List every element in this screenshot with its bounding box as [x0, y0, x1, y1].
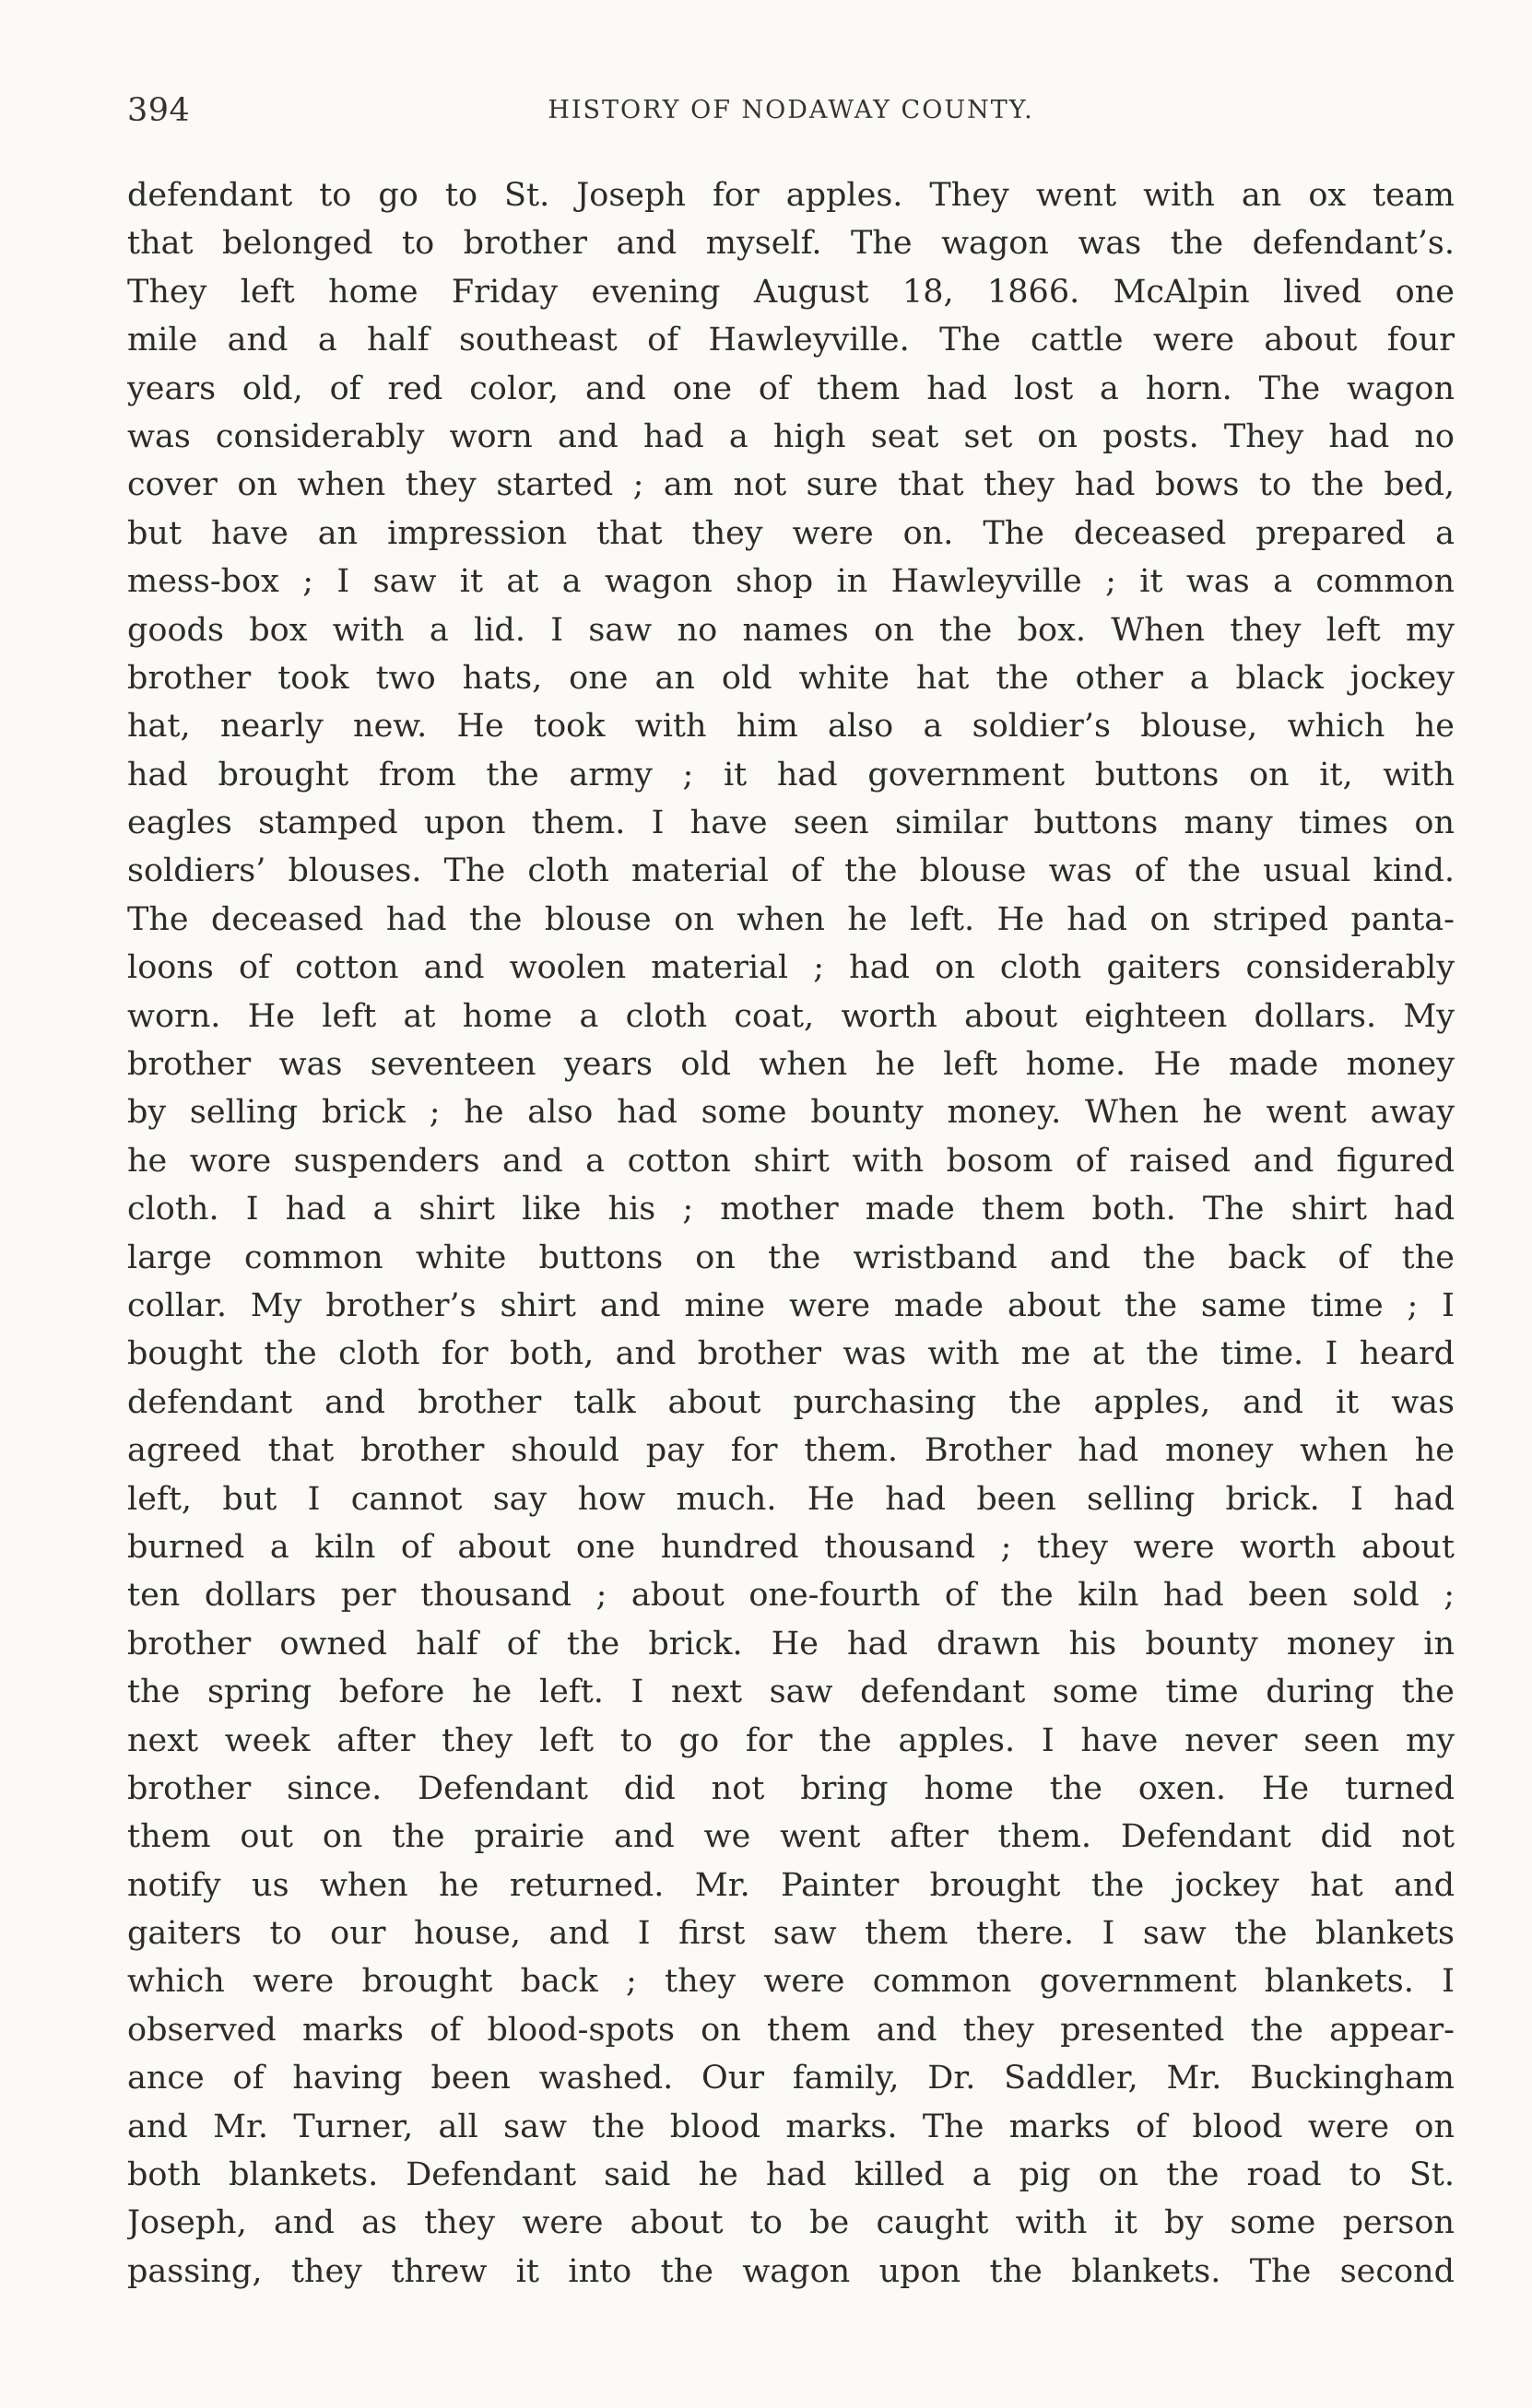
text-line: was considerably worn and had a high seat set on posts. They had no [127, 417, 1455, 455]
text-line: but have an impression that they were on. The deceased prepared a [127, 514, 1455, 552]
text-line: They left home Friday evening August 18, 1866. McAlpin lived one [127, 273, 1455, 311]
page-header [127, 85, 1455, 140]
text-line: which were brought back ; they were common government blankets. I [127, 1963, 1455, 2001]
text-line: hat, nearly new. He took with him also a soldier’s blouse, which he [127, 708, 1455, 746]
text-line: both blankets. Defendant said he had killed a pig on the road to St. [127, 2156, 1455, 2194]
text-line: gaiters to our house, and I first saw them there. I saw the blankets [127, 1915, 1455, 1953]
text-line: cover on when they started ; am not sure that they had bows to the bed, [127, 466, 1455, 504]
text-line: brother owned half of the brick. He had drawn his bounty money in [127, 1625, 1455, 1662]
text-line: the spring before he left. I next saw defendant some time during the [127, 1674, 1455, 1711]
text-line: had brought from the army ; it had government buttons on it, with [127, 756, 1455, 793]
running-title: HISTORY OF NODAWAY COUNTY. [548, 96, 1034, 124]
text-line: defendant and brother talk about purchasing the apples, and it was [127, 1383, 1455, 1421]
text-line: left, but I cannot say how much. He had been selling brick. I had [127, 1480, 1455, 1518]
page-number: 394 [127, 92, 191, 129]
text-line: observed marks of blood-spots on them and they presented the appear- [127, 2011, 1455, 2049]
text-line: worn. He left at home a cloth coat, worth about eighteen dollars. My [127, 997, 1455, 1035]
text-line: The deceased had the blouse on when he left. He had on striped panta- [127, 900, 1455, 938]
text-line: defendant to go to St. Joseph for apples. They went with an ox team [127, 177, 1455, 214]
text-line: Joseph, and as they were about to be caught with it by some person [127, 2204, 1455, 2242]
text-line: brother took two hats, one an old white hat the other a black jockey [127, 659, 1455, 697]
text-line: bought the cloth for both, and brother was with me at the time. I heard [127, 1335, 1455, 1373]
text-line: and Mr. Turner, all saw the blood marks. The marks of blood were on [127, 2108, 1455, 2145]
text-line: notify us when he returned. Mr. Painter brought the jockey hat and [127, 1866, 1455, 1904]
text-line: by selling brick ; he also had some bounty money. When he went away [127, 1094, 1455, 1132]
text-line: next week after they left to go for the apples. I have never seen my [127, 1721, 1455, 1759]
text-line: ance of having been washed. Our family, Dr. Saddler, Mr. Buckingham [127, 2060, 1455, 2097]
text-line: cloth. I had a shirt like his ; mother made them both. The shirt had [127, 1191, 1455, 1228]
text-line: brother since. Defendant did not bring home the oxen. He turned [127, 1769, 1455, 1807]
text-line: them out on the prairie and we went after them. Defendant did not [127, 1818, 1455, 1856]
text-line: loons of cotton and woolen material ; had on cloth gaiters considerably [127, 949, 1455, 987]
text-line: mile and a half southeast of Hawleyville. The cattle were about four [127, 322, 1455, 359]
text-line: eagles stamped upon them. I have seen similar buttons many times on [127, 805, 1455, 842]
text-line: he wore suspenders and a cotton shirt with bosom of raised and figured [127, 1142, 1455, 1180]
text-line: ten dollars per thousand ; about one-fourth of the kiln had been sold ; [127, 1577, 1455, 1615]
text-line: mess-box ; I saw it at a wagon shop in Hawleyville ; it was a common [127, 563, 1455, 601]
text-line: collar. My brother’s shirt and mine were made about the same time ; I [127, 1286, 1455, 1324]
text-line: soldiers’ blouses. The cloth material of the blouse was of the usual kind. [127, 852, 1455, 890]
text-line: years old, of red color, and one of them had lost a horn. The wagon [127, 370, 1455, 407]
text-line: that belonged to brother and myself. The wagon was the defendant’s. [127, 225, 1455, 263]
text-line: goods box with a lid. I saw no names on the box. When they left my [127, 611, 1455, 649]
text-line: burned a kiln of about one hundred thousand ; they were worth about [127, 1528, 1455, 1566]
text-line: agreed that brother should pay for them. Brother had money when he [127, 1432, 1455, 1470]
text-line: brother was seventeen years old when he left home. He made money [127, 1046, 1455, 1084]
body-text [127, 171, 1455, 2296]
text-line: passing, they threw it into the wagon upon the blankets. The second [127, 2252, 1455, 2290]
text-line: large common white buttons on the wristband and the back of the [127, 1239, 1455, 1276]
